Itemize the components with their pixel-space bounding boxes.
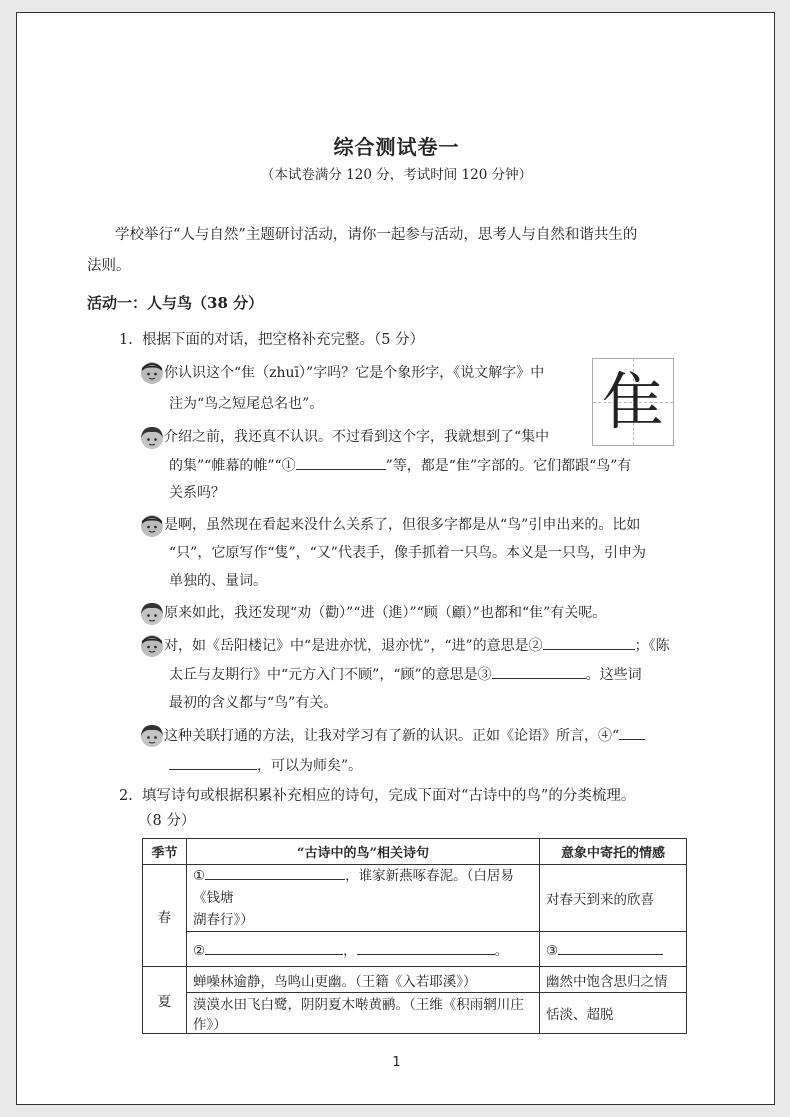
dialogue-4-line-1: 原来如此，我还发现“劝（勸）”“进（進）”“顾（顧）”也都和“隹”有关呢。 xyxy=(164,605,607,621)
emotion-blank-3[interactable] xyxy=(558,940,663,955)
intro-line-1: 学校举行“人与自然”主题研讨活动，请你一起参与活动，思考人与自然和谐共生的 xyxy=(115,227,638,243)
character-grid-box xyxy=(592,358,674,446)
dialogue-2-line-1: 介绍之前，我还真不认识。不过看到这个字，我就想到了“集中 xyxy=(164,429,550,445)
poem-cell-2 xyxy=(187,932,540,967)
poem-classification-table xyxy=(142,838,687,1034)
dialogue-2-line-2 xyxy=(169,455,631,476)
dialogue-6-line-1 xyxy=(164,725,645,746)
q1-prompt: 根据下面的对话，把空格补充完整。（5 分） xyxy=(142,332,425,348)
page-subtitle: （本试卷满分 120 分，考试时间 120 分钟） xyxy=(260,167,533,183)
poem-cell-3: 蝉噪林逾静，鸟鸣山更幽。（王籍《入若耶溪》） xyxy=(187,967,540,993)
dialogue-6-line-2 xyxy=(169,755,362,776)
table-header-row xyxy=(143,839,687,865)
dialogue-5-text-c: 太丘与友期行》中“元方入门不顾”，“顾”的意思是③ xyxy=(169,667,492,683)
emotion-2-marker: ③ xyxy=(546,942,559,959)
poem-2-comma: ， xyxy=(343,943,357,959)
answer-blank-2[interactable] xyxy=(543,635,635,650)
header-poems: “古诗中的鸟”相关诗句 xyxy=(187,839,540,865)
page-number: 1 xyxy=(392,1055,401,1070)
student-avatar-icon xyxy=(140,426,164,450)
poem-blank-1[interactable] xyxy=(205,865,345,880)
student-avatar-icon xyxy=(140,602,164,626)
emotion-cell-1: 对春天到来的欣喜 xyxy=(540,865,687,932)
table-row xyxy=(143,865,687,932)
q1-number: 1. xyxy=(119,332,133,348)
table-row xyxy=(143,932,687,967)
q2-prompt-line-1: 填写诗句或根据积累补充相应的诗句，完成下面对“古诗中的鸟”的分类梳理。 xyxy=(142,788,636,804)
answer-blank-4a[interactable] xyxy=(619,725,645,740)
q2-number: 2. xyxy=(119,788,133,804)
poem-cell-1 xyxy=(187,865,540,932)
dialogue-3-line-3: 单独的、量词。 xyxy=(169,573,267,589)
dialogue-3-line-1: 是啊，虽然现在看起来没什么关系了，但很多字都是从“鸟”引申出来的。比如 xyxy=(164,517,641,533)
dialogue-5-text-b: ；《陈 xyxy=(634,638,670,654)
emotion-cell-3: 幽然中饱含思归之情 xyxy=(540,967,687,993)
dialogue-2-text-b: ”等，都是“隹”字部的。它们都跟“鸟”有 xyxy=(385,458,632,474)
dialogue-2-text-a: 的集”“帷幕的帷”“① xyxy=(169,458,296,474)
poem-1-text-cont: 湖春行》） xyxy=(193,912,254,928)
dialogue-1-line-2: 注为“鸟之短尾总名也”。 xyxy=(169,396,324,412)
table-row xyxy=(143,967,687,993)
poem-2-period: 。 xyxy=(494,943,509,959)
exam-page xyxy=(16,12,775,1105)
season-summer: 夏 xyxy=(143,967,187,1034)
dialogue-5-line-2 xyxy=(169,664,642,685)
dialogue-5-text-d: 。这些词 xyxy=(585,667,642,683)
student-avatar-icon xyxy=(140,724,164,748)
student-avatar-icon xyxy=(140,361,164,385)
dialogue-5-text-a: 对，如《岳阳楼记》中“是进亦忧，退亦忧”，“进”的意思是② xyxy=(164,638,543,654)
section-heading-1: 活动一：人与鸟（38 分） xyxy=(87,294,264,312)
emotion-cell-2 xyxy=(540,932,687,967)
dialogue-6-text-a: 这种关联打通的方法，让我对学习有了新的认识。正如《论语》所言，④“ xyxy=(164,728,620,744)
answer-blank-1[interactable] xyxy=(296,455,386,470)
poem-1-marker: ① xyxy=(193,868,206,884)
dialogue-2-line-3: 关系吗？ xyxy=(169,485,225,501)
poem-blank-2b[interactable] xyxy=(357,940,495,955)
student-avatar-icon xyxy=(140,514,164,538)
poem-cell-4: 漠漠水田飞白鹭，阴阴夏木啭黄鹂。（王维《积雨辋川庄作》） xyxy=(187,993,540,1034)
poem-1-text: ，谁家新燕啄春泥。（白居易《钱塘 xyxy=(193,868,514,906)
answer-blank-4b[interactable] xyxy=(169,755,257,770)
dialogue-1-line-1: 你认识这个“隹（zhuī）”字吗？它是个象形字，《说文解字》中 xyxy=(164,365,545,381)
emotion-cell-4: 恬淡、超脱 xyxy=(540,993,687,1034)
page-title: 综合测试卷一 xyxy=(333,135,460,159)
character-glyph: 隹 xyxy=(601,365,664,438)
table-row xyxy=(143,993,687,1034)
dialogue-5-line-1 xyxy=(164,635,670,656)
intro-line-2: 法则。 xyxy=(87,258,131,274)
dialogue-6-text-b: ，可以为师矣”。 xyxy=(257,758,363,774)
student-avatar-icon xyxy=(140,634,164,658)
answer-blank-3[interactable] xyxy=(492,664,586,679)
poem-blank-2a[interactable] xyxy=(205,940,343,955)
dialogue-3-line-2: “只”，它原写作“隻”，“又”代表手，像手抓着一只鸟。本义是一只鸟，引申为 xyxy=(169,545,646,561)
header-season: 季节 xyxy=(143,839,187,865)
q2-prompt-line-2: （8 分） xyxy=(138,813,196,829)
header-emotion: 意象中寄托的情感 xyxy=(540,839,687,865)
season-spring: 春 xyxy=(143,865,187,967)
dialogue-5-line-3: 最初的含义都与“鸟”有关。 xyxy=(169,695,338,711)
poem-2-marker: ② xyxy=(193,943,206,959)
